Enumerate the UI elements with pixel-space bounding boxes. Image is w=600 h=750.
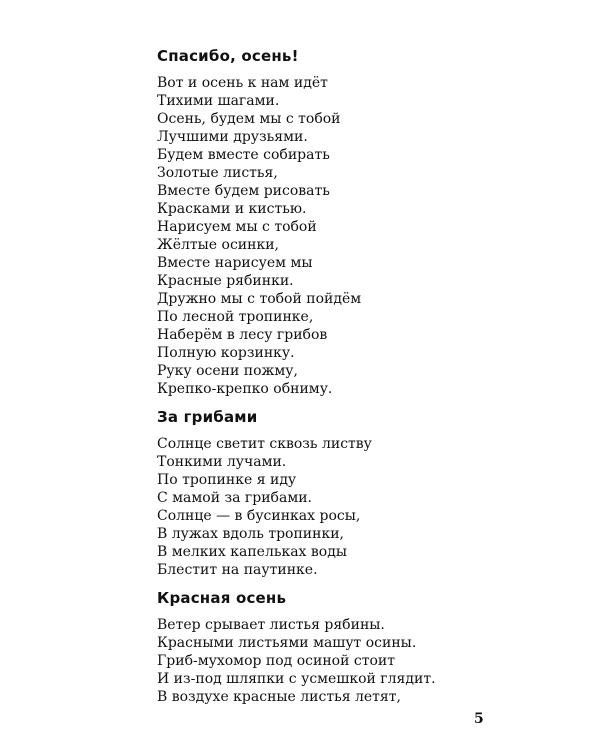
poem-line: Блестит на паутинке.: [157, 562, 318, 578]
poem-line: Крепко-крепко обниму.: [157, 381, 333, 397]
poem-line: Руку осени пожму,: [157, 363, 298, 379]
poem-line: Вместе нарисуем мы: [157, 255, 313, 271]
poem-line: По лесной тропинке,: [157, 309, 314, 325]
poem-line: И из-под шляпки с усмешкой глядит.: [157, 671, 436, 687]
poem-line: Вот и осень к нам идёт: [157, 75, 328, 91]
poem-line: Солнце — в бусинках росы,: [157, 508, 361, 524]
poem-line: Дружно мы с тобой пойдём: [157, 291, 362, 307]
poem-line: Красными листьями машут осины.: [157, 635, 417, 651]
poem-line: Вместе будем рисовать: [157, 183, 330, 199]
poem-spasibo-osen: [157, 45, 361, 398]
poem-title: Спасибо, осень!: [157, 47, 299, 65]
poem-line: Красками и кистью.: [157, 201, 307, 217]
poem-line: Тонкими лучами.: [157, 454, 287, 470]
poem-line: Нарисуем мы с тобой: [157, 219, 317, 235]
poem-line: Гриб-мухомор под осиной стоит: [157, 653, 395, 669]
poem-line: Полную корзинку.: [157, 345, 295, 361]
poem-krasnaya-osen: [157, 587, 436, 706]
poem-line: По тропинке я иду: [157, 472, 297, 488]
poem-title: Красная осень: [157, 589, 287, 607]
poem-line: В лужах вдоль тропинки,: [157, 526, 344, 542]
page-number: 5: [474, 711, 484, 727]
poem-line: Красные рябинки.: [157, 273, 294, 289]
poem-line: Жёлтые осинки,: [157, 237, 279, 253]
poem-line: Осень, будем мы с тобой: [157, 111, 341, 127]
poem-line: Будем вместе собирать: [157, 147, 330, 163]
poem-line: Золотые листья,: [157, 165, 278, 181]
poem-line: Наберём в лесу грибов: [157, 327, 328, 343]
poem-line: Лучшими друзьями.: [157, 129, 308, 145]
poem-line: Тихими шагами.: [157, 93, 280, 109]
poem-title: За грибами: [157, 408, 258, 426]
poem-line: В воздухе красные листья летят,: [157, 689, 401, 705]
poem-za-gribami: [157, 406, 372, 579]
poem-line: В мелких капельках воды: [157, 544, 347, 560]
poem-line: Ветер срывает листья рябины.: [157, 617, 385, 633]
poem-line: С мамой за грибами.: [157, 490, 313, 506]
poem-line: Солнце светит сквозь листву: [157, 436, 372, 452]
